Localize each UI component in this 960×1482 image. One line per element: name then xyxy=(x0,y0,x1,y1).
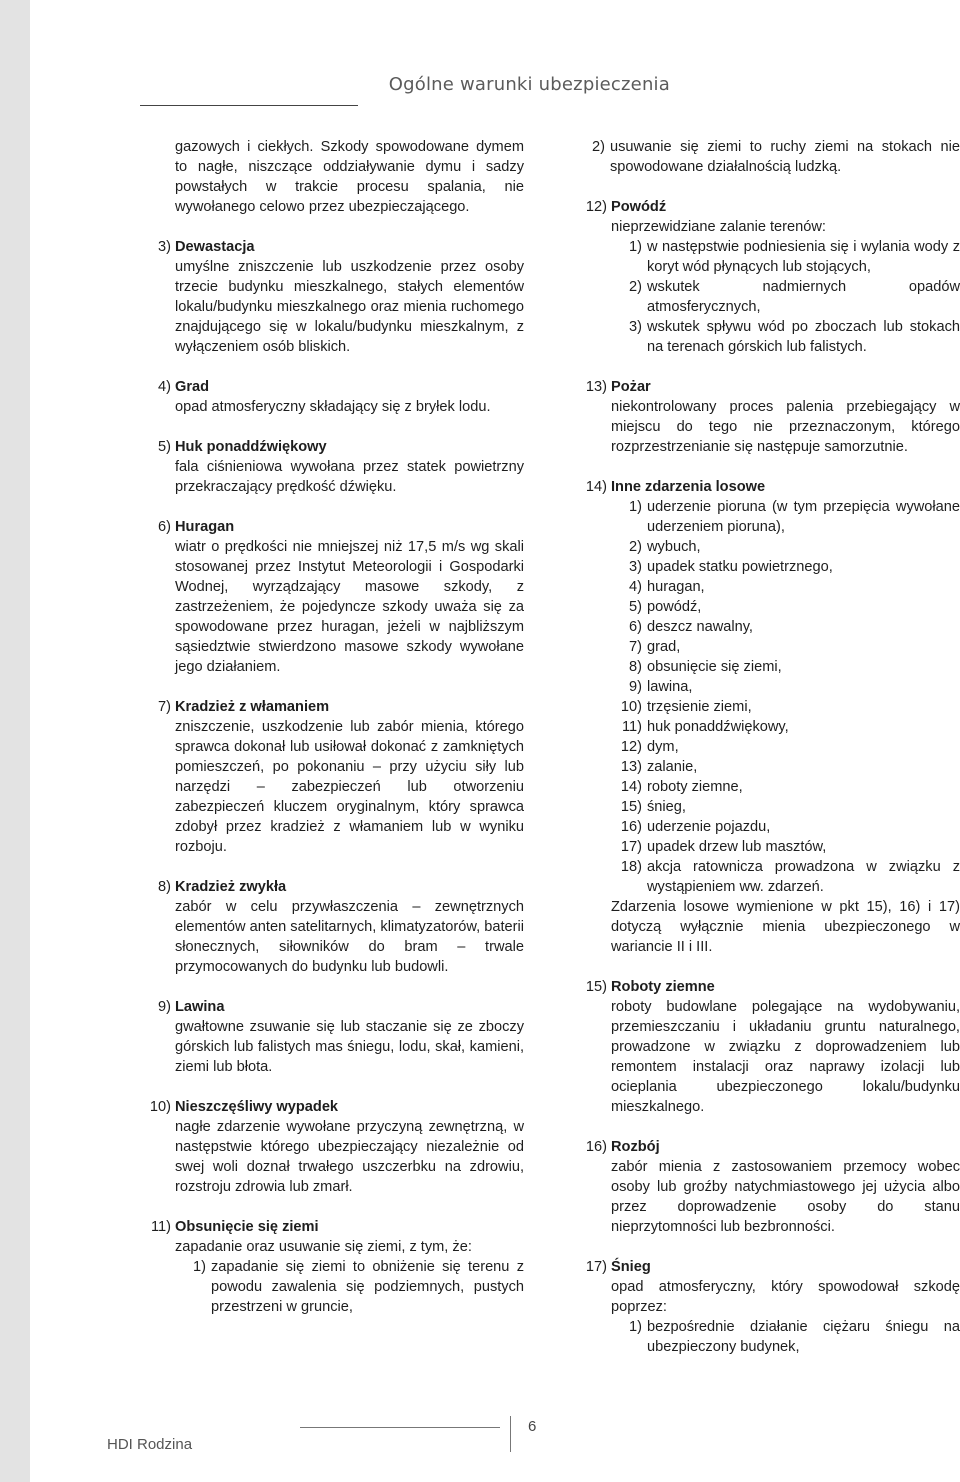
list-item-number: 7) xyxy=(629,639,642,655)
section-body: zabór mienia z zastosowaniem przemocy wobec osoby lub groźby natychmiastowego jej użycia albo przez doprowadzenie osoby do stanu nieprzytomności lub bezbronności. xyxy=(611,1159,960,1235)
section-title: Nieszczęśliwy wypadek xyxy=(175,1099,339,1115)
section-number xyxy=(138,1217,175,1237)
header-rule xyxy=(140,105,358,106)
section-heading xyxy=(138,237,524,257)
section-title: Dewastacja xyxy=(175,239,255,255)
section-number xyxy=(574,477,611,497)
section xyxy=(138,997,524,1077)
section-list xyxy=(138,1257,524,1317)
list-item-number: 6) xyxy=(629,619,642,635)
list-item-text: zapadanie się ziemi to obniżenie się terenu z powodu zawalenia się podziemnych, pustych przestrzeni w gruncie, xyxy=(211,1259,524,1315)
section-number xyxy=(574,377,611,397)
list-item-text: upadek statku powietrznego, xyxy=(647,559,833,575)
list-item-number: 2) xyxy=(629,279,642,295)
section xyxy=(138,1097,524,1197)
section-heading xyxy=(574,1137,960,1157)
section xyxy=(574,197,960,357)
continuation-number: 2) xyxy=(592,139,605,155)
section-heading xyxy=(138,377,524,397)
section-number xyxy=(138,877,175,897)
list-item xyxy=(611,537,960,557)
section-list xyxy=(574,1317,960,1357)
section-title: Rozbój xyxy=(611,1139,660,1155)
section-title: Powódź xyxy=(611,199,667,215)
section-number-text: 17) xyxy=(585,1259,607,1275)
list-item xyxy=(611,557,960,577)
section xyxy=(138,1217,524,1317)
section-heading xyxy=(138,697,524,717)
section-body: wiatr o prędkości nie mniejszej niż 17,5 m/s wg skali stosowanej przez Instytut Meteorologii i Gospodarki Wodnej, wyrządzający masowe szkody, z zastrzeżeniem, że pojedyncze szkody uważa się za spowodowane przez huragan, jeżeli w najbliższym sąsiedztwie stwierdzono masowe szkody wywołane jego działaniem. xyxy=(175,539,524,675)
list-item xyxy=(611,1317,960,1357)
intro-paragraph: gazowych i ciekłych. Szkody spowodowane dymem to nagłe, niszczące oddziaływanie dymu i sadzy powstałych w trakcie procesu spalania, nie wywołanego celowo przez ubezpieczającego. xyxy=(175,139,524,215)
section xyxy=(138,517,524,677)
list-item-number: 10) xyxy=(620,699,642,715)
list-item-number: 3) xyxy=(629,319,642,335)
footer-divider xyxy=(510,1416,511,1452)
section-body: roboty budowlane polegające na wydobywaniu, przemieszczaniu i układaniu gruntu naturalnego, prowadzone w związku z doprowadzeniem lub remontem instalacji oraz naprawy izolacji lub ocieplania ubezpieczonego lokalu/budynku mieszkalnego. xyxy=(611,999,960,1115)
section-number-text: 6) xyxy=(158,519,171,535)
list-item-number: 9) xyxy=(629,679,642,695)
section-heading xyxy=(138,997,524,1017)
continuation-item xyxy=(574,137,960,177)
section-list xyxy=(574,497,960,897)
list-item xyxy=(611,617,960,637)
section-title: Roboty ziemne xyxy=(611,979,715,995)
section xyxy=(574,1137,960,1237)
list-item-number: 15) xyxy=(620,799,642,815)
right-column xyxy=(574,137,960,1357)
continuation-text: usuwanie się ziemi to ruchy ziemi na stokach nie spowodowane działalnością ludzką. xyxy=(610,139,960,175)
section-list xyxy=(574,237,960,357)
section-number-text: 16) xyxy=(585,1139,607,1155)
page-side-strip xyxy=(0,0,30,1482)
section-number-text: 9) xyxy=(158,999,171,1015)
section-body: nieprzewidziane zalanie terenów: xyxy=(611,219,826,235)
section-heading xyxy=(138,437,524,457)
list-item-number: 17) xyxy=(620,839,642,855)
section-number-text: 4) xyxy=(158,379,171,395)
list-item xyxy=(611,637,960,657)
list-item xyxy=(611,797,960,817)
section-body: opad atmosferyczny, który spowodował szkodę poprzez: xyxy=(611,1279,960,1315)
section-number-text: 7) xyxy=(158,699,171,715)
list-item-number: 3) xyxy=(629,559,642,575)
list-item xyxy=(611,277,960,317)
section xyxy=(138,877,524,977)
section-heading xyxy=(138,1217,524,1237)
section-note: Zdarzenia losowe wymienione w pkt 15), 16) i 17) dotyczą wyłącznie mienia ubezpieczonego w wariancie II i III. xyxy=(611,899,960,955)
list-item xyxy=(611,597,960,617)
section xyxy=(138,377,524,417)
list-item xyxy=(611,737,960,757)
list-item xyxy=(611,237,960,277)
page-header-title: Ogólne warunki ubezpieczenia xyxy=(388,74,670,95)
section-body: opad atmosferyczny składający się z bryłek lodu. xyxy=(175,399,491,415)
section-number xyxy=(138,237,175,257)
section-number-text: 13) xyxy=(585,379,607,395)
section xyxy=(138,437,524,497)
list-item-text: wybuch, xyxy=(647,539,701,555)
section-body: umyślne zniszczenie lub uszkodzenie przez osoby trzecie budynku mieszkalnego, stałych elementów lokalu/budynku mieszkalnego oraz mienia ruchomego znajdującego się w lokalu/budynku mieszkalnym, z wyłączeniem osób bliskich. xyxy=(175,259,524,355)
list-item-text: powódź, xyxy=(647,599,702,615)
list-item-text: roboty ziemne, xyxy=(647,779,743,795)
section-number xyxy=(138,1097,175,1117)
list-item xyxy=(611,717,960,737)
section-heading xyxy=(574,1257,960,1277)
section-heading xyxy=(574,377,960,397)
section-number xyxy=(138,437,175,457)
list-item-number: 1) xyxy=(193,1259,206,1275)
section-title: Kradzież zwykła xyxy=(175,879,287,895)
list-item xyxy=(611,677,960,697)
section-heading xyxy=(138,1097,524,1117)
list-item-text: dym, xyxy=(647,739,679,755)
section-body: niekontrolowany proces palenia przebiegający w miejscu do tego nie przeznaczonym, którego rozprzestrzenianie się następuje samorzutnie. xyxy=(611,399,960,455)
section-number-text: 3) xyxy=(158,239,171,255)
list-item-text: wskutek spływu wód po zboczach lub stokach na terenach górskich lub falistych. xyxy=(647,319,960,355)
section-title: Lawina xyxy=(175,999,225,1015)
list-item xyxy=(611,757,960,777)
list-item-text: zalanie, xyxy=(647,759,698,775)
section-number-text: 8) xyxy=(158,879,171,895)
section-number-text: 10) xyxy=(149,1099,171,1115)
list-item-number: 8) xyxy=(629,659,642,675)
list-item-number: 12) xyxy=(620,739,642,755)
list-item-number: 4) xyxy=(629,579,642,595)
section-body: zabór w celu przywłaszczenia – zewnętrznych elementów anten satelitarnych, klimatyzatorów, baterii słonecznych, siłowników do bram – trwale przymocowanych do budynku lub budowli. xyxy=(175,899,524,975)
section xyxy=(574,1257,960,1357)
section-number-text: 11) xyxy=(150,1219,171,1235)
section-number xyxy=(138,377,175,397)
list-item xyxy=(611,777,960,797)
section-body: nagłe zdarzenie wywołane przyczyną zewnętrzną, w następstwie którego ubezpieczający niezależnie od swej woli doznał trwałego uszczerbku na zdrowiu, rozstroju zdrowia lub zmarł. xyxy=(175,1119,524,1195)
list-item-text: trzęsienie ziemi, xyxy=(647,699,752,715)
section-title: Grad xyxy=(175,379,210,395)
section-number xyxy=(138,997,175,1017)
section-body: gwałtowne zsuwanie się lub staczanie się ze zboczy górskich lub falistych mas śniegu, lodu, skał, kamieni, ziemi lub błota. xyxy=(175,1019,524,1075)
list-item-number: 18) xyxy=(620,859,642,875)
section-number xyxy=(138,517,175,537)
section-body: fala ciśnieniowa wywołana przez statek powietrzny przekraczający prędkość dźwięku. xyxy=(175,459,524,495)
section-number xyxy=(574,197,611,217)
list-item xyxy=(611,577,960,597)
list-item-number: 14) xyxy=(620,779,642,795)
list-item-number: 11) xyxy=(621,719,642,735)
section xyxy=(574,477,960,957)
footer-rule xyxy=(300,1427,500,1428)
section-number-text: 14) xyxy=(585,479,607,495)
list-item xyxy=(611,697,960,717)
section-title: Huragan xyxy=(175,519,235,535)
list-item-number: 1) xyxy=(629,1319,642,1335)
section-number xyxy=(138,697,175,717)
section-number xyxy=(574,1137,611,1157)
list-item-text: bezpośrednie działanie ciężaru śniegu na ubezpieczony budynek, xyxy=(647,1319,960,1355)
section-number-text: 5) xyxy=(158,439,171,455)
list-item xyxy=(611,857,960,897)
section xyxy=(138,237,524,357)
section xyxy=(574,377,960,457)
list-item xyxy=(611,837,960,857)
section-title: Inne zdarzenia losowe xyxy=(611,479,766,495)
list-item-number: 1) xyxy=(629,239,642,255)
section-heading xyxy=(138,877,524,897)
list-item-text: w następstwie podniesienia się i wylania wody z koryt wód płynących lub stojących, xyxy=(647,239,960,275)
list-item-number: 1) xyxy=(629,499,642,515)
section-number-text: 12) xyxy=(585,199,607,215)
list-item-text: huragan, xyxy=(647,579,705,595)
section-number xyxy=(574,977,611,997)
list-item xyxy=(175,1257,524,1317)
list-item xyxy=(611,317,960,357)
list-item-text: deszcz nawalny, xyxy=(647,619,753,635)
list-item-text: upadek drzew lub masztów, xyxy=(647,839,827,855)
section-title: Śnieg xyxy=(611,1259,651,1275)
section-title: Pożar xyxy=(611,379,651,395)
list-item-text: lawina, xyxy=(647,679,693,695)
section-body: zapadanie oraz usuwanie się ziemi, z tym, że: xyxy=(175,1239,472,1255)
list-item-text: śnieg, xyxy=(647,799,686,815)
section-title: Kradzież z włamaniem xyxy=(175,699,330,715)
section-heading xyxy=(574,477,960,497)
section-number-text: 15) xyxy=(585,979,607,995)
list-item xyxy=(611,657,960,677)
list-item xyxy=(611,817,960,837)
section xyxy=(138,697,524,857)
list-item-number: 16) xyxy=(620,819,642,835)
list-item-text: wskutek nadmiernych opadów atmosferycznych, xyxy=(647,279,960,315)
section-number xyxy=(574,1257,611,1277)
list-item-text: akcja ratownicza prowadzona w związku z wystąpieniem ww. zdarzeń. xyxy=(647,859,960,895)
section xyxy=(574,977,960,1117)
footer-brand: HDI Rodzina xyxy=(107,1436,193,1453)
section-heading xyxy=(574,197,960,217)
section-heading xyxy=(138,517,524,537)
left-column xyxy=(138,137,524,1317)
list-item-text: obsunięcie się ziemi, xyxy=(647,659,782,675)
list-item-text: huk ponaddźwiękowy, xyxy=(647,719,789,735)
list-item-text: grad, xyxy=(647,639,681,655)
page-number: 6 xyxy=(528,1418,537,1435)
list-item-text: uderzenie pioruna (w tym przepięcia wywołane uderzeniem pioruna), xyxy=(647,499,960,535)
section-heading xyxy=(574,977,960,997)
list-item xyxy=(611,497,960,537)
list-item-number: 13) xyxy=(620,759,642,775)
section-body: zniszczenie, uszkodzenie lub zabór mienia, którego sprawca dokonał lub usiłował dokonać z zamkniętych pomieszczeń, po pokonaniu – przy użyciu siły lub narzędzi – zabezpieczeń lub otworzeniu zabezpieczeń kluczem oryginalnym, który sprawca zdobył przez kradzież z włamaniem lub w wyniku rozboju. xyxy=(175,719,524,855)
section-title: Obsunięcie się ziemi xyxy=(175,1219,319,1235)
list-item-number: 2) xyxy=(629,539,642,555)
section-title: Huk ponaddźwiękowy xyxy=(175,439,327,455)
list-item-number: 5) xyxy=(629,599,642,615)
list-item-text: uderzenie pojazdu, xyxy=(647,819,771,835)
